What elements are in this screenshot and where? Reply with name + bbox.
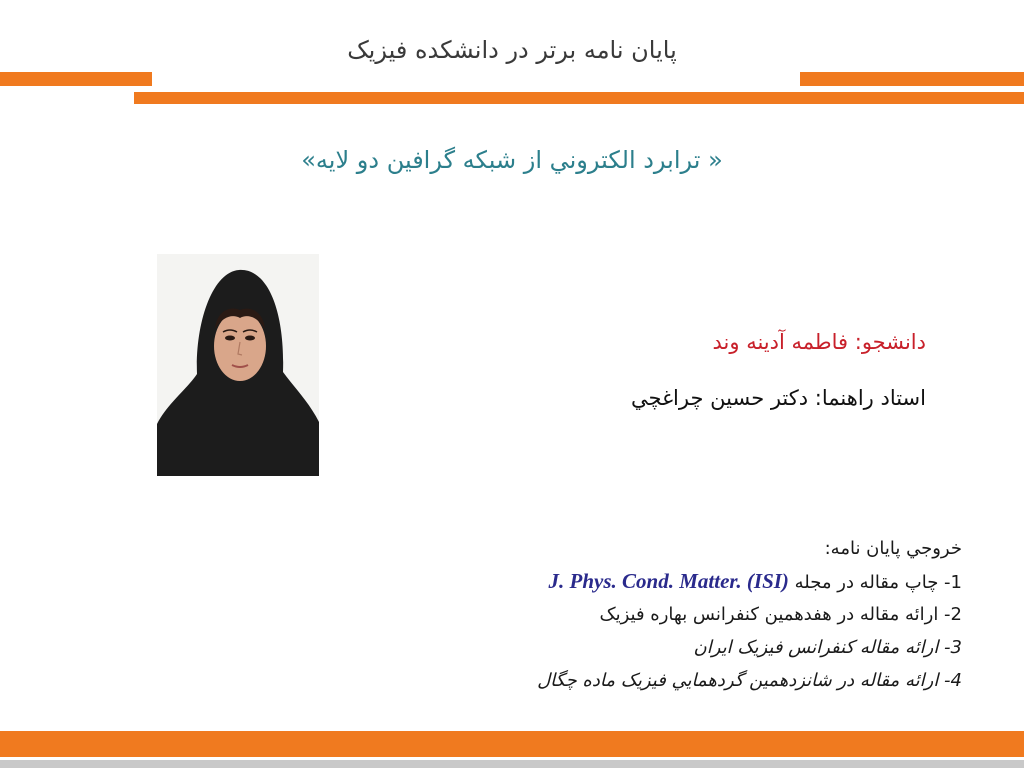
thesis-title: « ترابرد الکتروني از شبکه گرافين دو لايه»	[301, 146, 723, 174]
footer-bar	[0, 731, 1024, 757]
footer-line	[0, 760, 1024, 768]
student-photo	[157, 254, 319, 476]
output-item-1	[402, 565, 962, 598]
output-item-3: 3- ارائه مقاله کنفرانس فیزیک ایران	[693, 637, 962, 658]
thesis-outputs	[402, 532, 962, 697]
header-bar-left	[0, 72, 152, 86]
outputs-heading: خروجي پایان نامه:	[824, 538, 962, 559]
header-title: پایان نامه برتر در دانشکده فیزیک	[347, 36, 677, 64]
student-name: دانشجو: فاطمه آدینه وند	[712, 330, 926, 354]
output-item-2: 2- ارائه مقاله در هفدهمین کنفرانس بهاره فیزیک	[599, 604, 962, 625]
output-item-4: 4- ارائه مقاله در شانزدهمین گردهمایي فیزیک ماده چگال	[537, 670, 962, 691]
supervisor-name: استاد راهنما: دکتر حسین چراغچي	[631, 386, 926, 410]
output-item-1-text: 1- چاپ مقاله در مجله	[794, 572, 962, 593]
header-bar-long	[134, 92, 1024, 104]
journal-name: J. Phys. Cond. Matter. (ISI)	[548, 569, 789, 593]
header-bar-right	[800, 72, 1024, 86]
